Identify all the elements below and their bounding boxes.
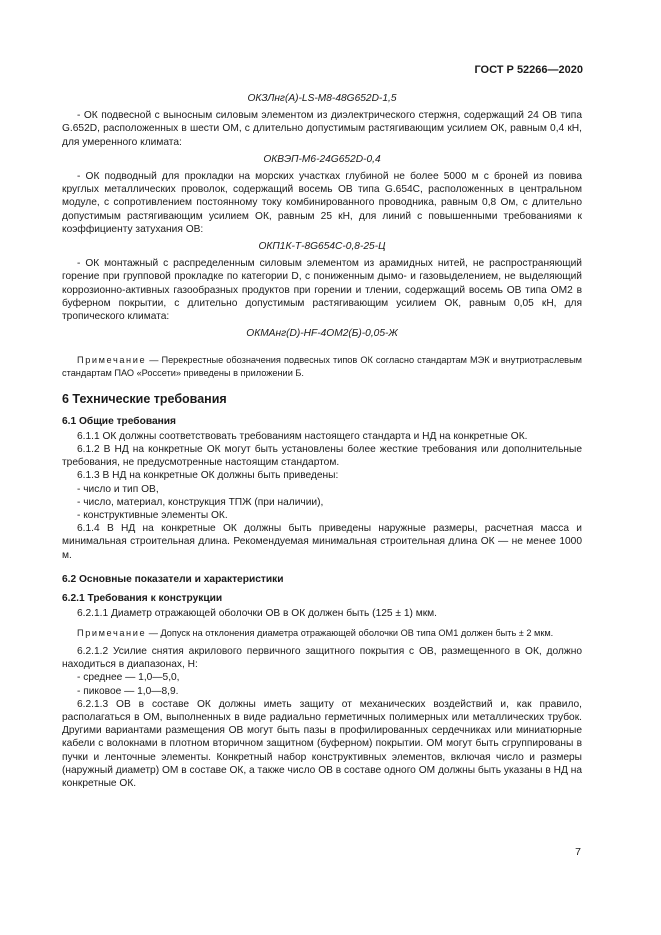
subsection-heading: 6.2 Основные показатели и характеристики (62, 573, 284, 585)
designation-example-2: ОКВЭП-М6-24G652D-0,4 (263, 153, 381, 165)
list-item: - конструктивные элементы ОК. (77, 510, 228, 522)
note-label: Примечание (77, 627, 147, 638)
note-2 (62, 627, 582, 640)
page-number: 7 (575, 846, 581, 858)
paragraph: - ОК подводный для прокладки на морских участках глубиной не более 5000 м с броней из повива круглых металлических проволок, содержащий восемь ОВ типа G.654С, расположенных в центральном модуле, с сопротивлением постоянному току комбинированного проводника, равным 0,8 Ом, с длительно допустимым растягивающим усилием ОК, равным 25 кН, для линий с повышенными требованиями к коэффициенту затухания ОВ: (62, 171, 582, 235)
note-text: — Перекрестные обозначения подвесных типов ОК согласно стандартам МЭК и внутриотраслевым стандартам ПАО «Россети» приведены в приложении Б. (62, 355, 582, 378)
paragraph: 6.1.4 В НД на конкретные ОК должны быть приведены наружные размеры, расчетная масса и минимальная строительная длина. Рекомендуемая минимальная строительная длина ОК — не менее 1000 м. (62, 523, 582, 561)
designation-example-1: ОКЗЛнг(А)-LS-М8-48G652D-1,5 (247, 93, 397, 104)
paragraph: - ОК подвесной с выносным силовым элементом из диэлектрического стержня, содержащий 24 ОВ типа G.652D, расположенных в шести ОМ, с длительно допустимым растягивающим усилием ОК, равным 0,4 кН, для умеренного климата: (62, 110, 582, 148)
clause-heading: 6.2.1 Требования к конструкции (62, 593, 223, 605)
list-item: - число и тип ОВ, (77, 483, 159, 495)
list-item: - среднее — 1,0—5,0, (77, 672, 180, 684)
list-item: - пиковое — 1,0—8,9. (77, 685, 179, 697)
standard-code: ГОСТ Р 52266—2020 (474, 64, 583, 76)
paragraph: 6.2.1.3 ОВ в составе ОК должны иметь защиту от механических воздействий и, как правило, располагаться в ОМ, выполненных в виде радиально герметичных полимерных или металлических трубок. Другими вариантами размещения ОВ могут быть пазы в профилированных сердечниках или миниатюрные кабели с волокнами в плотном вторичном защитном (буферном) покрытии. ОМ могут быть сгруппированы в пучки и ленточные элементы. Конкретный набор конструктивных элементов, включая число и размеры (наружный диаметр) ОМ в составе ОК, а также число ОВ в составе одного ОМ должны быть указаны в НД на конкретные ОК. (62, 698, 582, 790)
paragraph: 6.2.1.1 Диаметр отражающей оболочки ОВ в ОК должен быть (125 ± 1) мкм. (77, 608, 438, 620)
paragraph: 6.1.3 В НД на конкретные ОК должны быть приведены: (77, 470, 339, 482)
note-text: — Допуск на отклонения диаметра отражающей оболочки ОВ типа ОМ1 должен быть ± 2 мкм. (146, 627, 554, 638)
paragraph: 6.1.1 ОК должны соответствовать требованиям настоящего стандарта и НД на конкретные ОК. (77, 430, 528, 442)
designation-example-4: ОКМАнг(D)-HF-4ОМ2(Б)-0,05-Ж (246, 328, 398, 340)
paragraph: 6.1.2 В НД на конкретные ОК могут быть установлены более жесткие требования или дополнительные требования, не предусмотренные настоящим стандартом. (62, 444, 582, 469)
page-content (62, 88, 582, 790)
note-1 (62, 354, 582, 379)
section-heading: 6 Технические требования (62, 392, 227, 407)
list-item: - число, материал, конструкция ТПЖ (при наличии), (77, 496, 324, 508)
subsection-heading: 6.1 Общие требования (62, 415, 176, 427)
note-label: Примечание (77, 355, 147, 366)
paragraph: 6.2.1.2 Усилие снятия акрилового первичного защитного покрытия с ОВ, размещенного в ОК, должно находиться в диапазонах, Н: (62, 646, 582, 671)
paragraph: - ОК монтажный с распределенным силовым элементом из арамидных нитей, не распространяющий горение при групповой прокладке по категории D, с пониженным дымо- и газовыделением, не выделяющий коррозионно-активных газообразных продуктов при горении и тлении, содержащий восемь ОВ типа ОМ2 в буферном покрытии, с длительно допустимым растягивающим усилием ОК, равным 0,05 кН, для тропического климата: (62, 258, 582, 323)
designation-example-3: ОКП1К-Т-8G654С-0,8-25-Ц (258, 241, 386, 253)
